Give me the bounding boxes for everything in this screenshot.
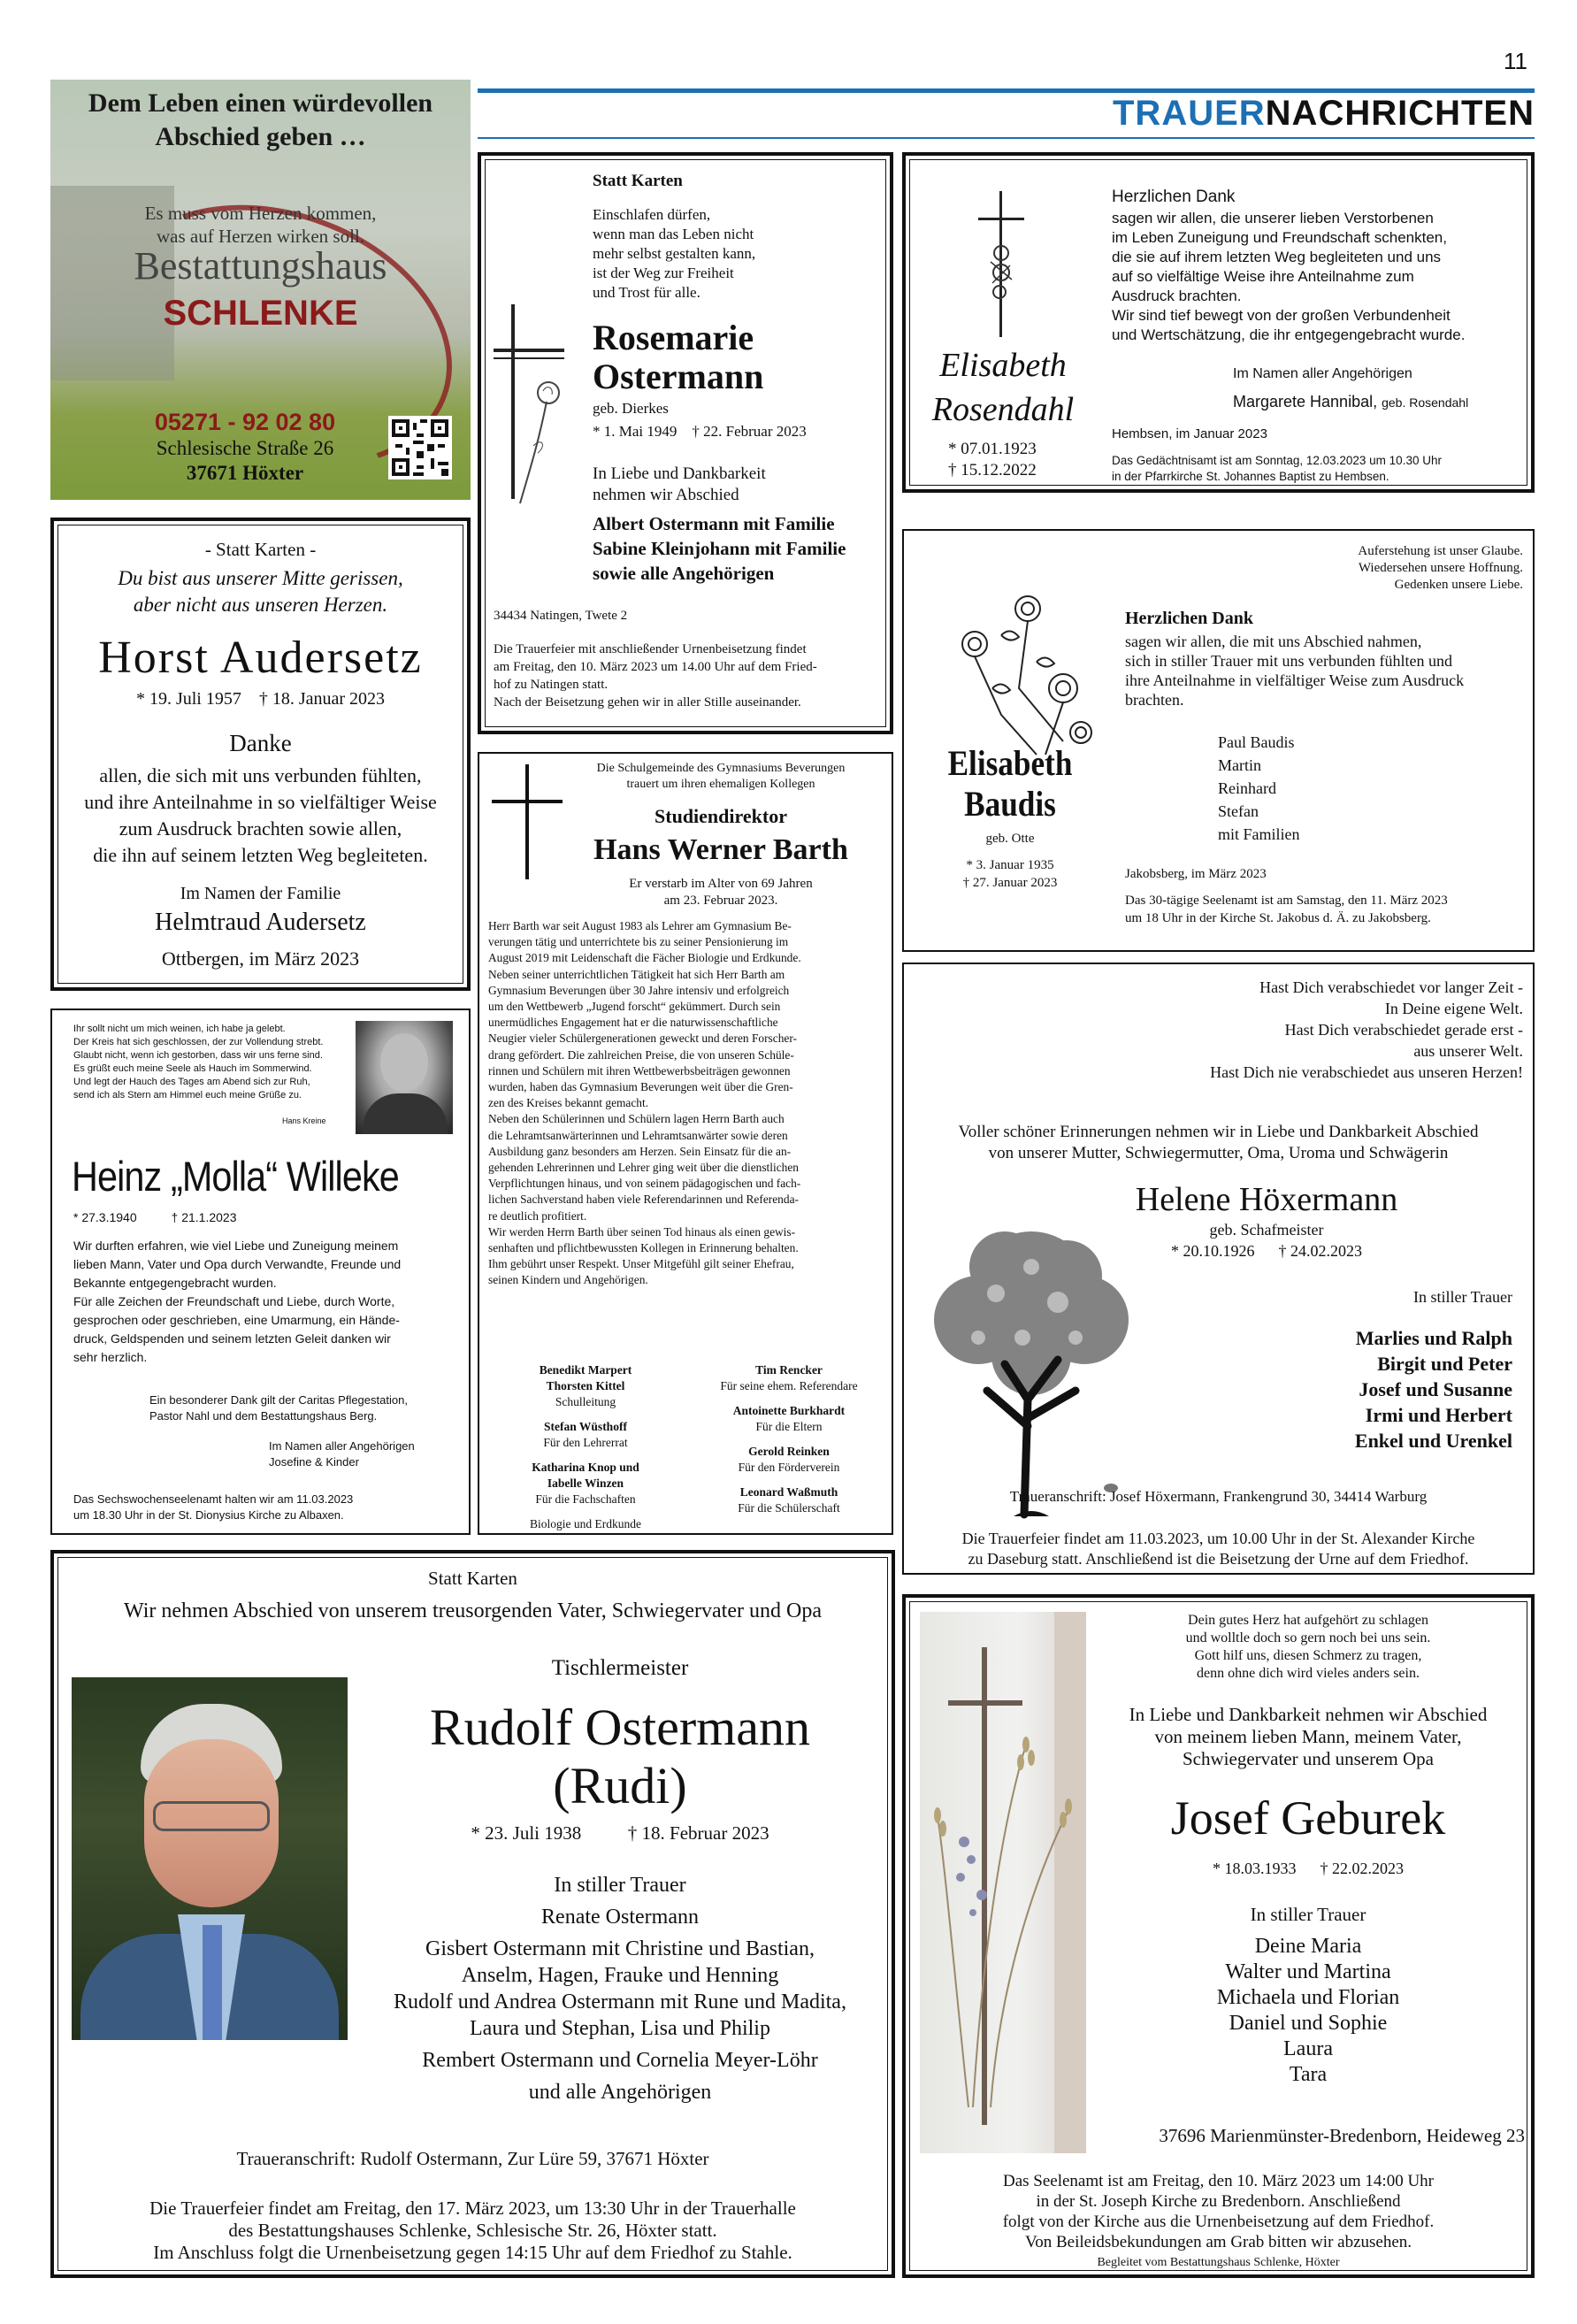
ad-phone[interactable]: 05271 - 92 02 80 <box>154 409 336 435</box>
barth-signer-name: Antoinette Burkhardt <box>732 1404 846 1417</box>
baudis-nee: geb. Otte <box>985 832 1035 846</box>
heinz-text-line: sehr herzlich. <box>73 1350 148 1364</box>
helene-poem-line: Hast Dich verabschiedet gerade erst - <box>1284 1021 1523 1039</box>
josef-family-line: Tara <box>1289 2063 1328 2086</box>
josef-family-line: Daniel und Sophie <box>1229 2012 1388 2035</box>
ad-headline-line1: Dem Leben einen würdevollen <box>88 88 433 118</box>
horst-quote <box>54 565 467 618</box>
barth-body-line: Neugier vieler Schülergenerationen geweckt und deren Forscher- <box>488 1032 797 1046</box>
heinz-family-label: Im Namen aller Angehörigen <box>269 1439 415 1453</box>
qr-code-graphic <box>392 419 448 476</box>
baudis-first-name: Elisabeth <box>947 743 1073 783</box>
rosemarie-family-line: Sabine Kleinjohann mit Familie <box>593 538 846 559</box>
helene-intro-line: Voller schöner Erinnerungen nehmen wir in Liebe und Dankbarkeit Abschied <box>958 1123 1479 1141</box>
heinz-text-line: Wir durften erfahren, wie viel Liebe und Zuneigung meinem <box>73 1239 399 1253</box>
rudolf-nickname: (Rudi) <box>553 1757 687 1814</box>
rosemarie-farewell <box>593 464 766 506</box>
rudolf-notice-line: Die Trauerfeier findet am Freitag, den 17. März 2023, um 13:30 Uhr in der Trauerhalle <box>149 2197 796 2219</box>
rudolf-family-line: Rembert Ostermann und Cornelia Meyer-Löhr <box>422 2049 818 2072</box>
heinz-poem <box>73 1023 365 1102</box>
barth-body-line: August 2019 mit Leidenschaft die Fächer Biologie und Erdkunde. <box>488 951 801 965</box>
heinz-notice-line: um 18.30 Uhr in der St. Dionysius Kirche zu Albaxen. <box>73 1508 344 1522</box>
rudolf-family-line: Gisbert Ostermann mit Christine und Bastian, <box>425 1937 815 1960</box>
helene-name: Helene Höxermann <box>1135 1181 1398 1218</box>
rosendahl-name <box>915 343 1091 432</box>
rosemarie-poem-line: und Trost für alle. <box>593 284 700 301</box>
heinz-signers: Josefine & Kinder <box>269 1455 359 1469</box>
page-number: 11 <box>1504 48 1527 74</box>
barth-signer-role: Für die Eltern <box>755 1420 823 1433</box>
baudis-heading: Herzlichen Dank <box>1125 609 1253 628</box>
josef-poem <box>1091 1612 1525 1683</box>
helene-poem-line: Hast Dich verabschiedet vor langer Zeit - <box>1259 978 1523 996</box>
josef-intro <box>1091 1704 1525 1770</box>
barth-body-line: gehenden Lehrerinnen und Lehrer ging weit über die dienstlichen <box>488 1161 800 1175</box>
rudolf-family-line: Renate Ostermann <box>541 1906 699 1929</box>
heinz-portrait <box>356 1021 453 1134</box>
helene-notice-line: zu Daseburg statt. Anschließend ist die Beisetzung der Urne auf dem Friedhof. <box>968 1550 1469 1568</box>
baudis-died: † 27. Januar 2023 <box>962 876 1058 890</box>
barth-body-line: Verpflichtungen hinaus, und von seinem pädagogischen und fach- <box>488 1177 801 1191</box>
barth-body-line: verungen tätig und unterrichtete bis zu seiner Pensionierung im <box>488 935 789 949</box>
baudis-family-line: Martin <box>1218 756 1261 774</box>
rosendahl-dates <box>948 439 1037 481</box>
baudis-text-line: brachten. <box>1125 691 1184 709</box>
heinz-text-line: druck, Geldspenden und seinem letzten Geleit danken wir <box>73 1331 391 1346</box>
baudis-dates <box>913 856 1107 892</box>
heinz-text-line: Bekannte entgegengebracht wurden. <box>73 1276 277 1290</box>
barth-body-line: Wir werden Herrn Barth über seinen Tod hinaus als einen gewis- <box>488 1224 796 1239</box>
rosemarie-notice-line: am Freitag, den 10. März 2023 um 14.00 Uhr auf dem Fried- <box>494 660 817 674</box>
ad-street: Schlesische Straße 26 <box>156 437 334 459</box>
barth-signer-name: Benedikt Marpert <box>539 1363 632 1377</box>
helene-nee: geb. Schafmeister <box>1209 1221 1324 1239</box>
barth-body-line: wurden, haben das Gymnasium Beverungen weit über die Gren- <box>488 1080 793 1094</box>
helene-notice-line: Die Trauerfeier findet am 11.03.2023, um 10.00 Uhr in der St. Alexander Kirche <box>961 1530 1475 1547</box>
rosemarie-family-line: Albert Ostermann mit Familie <box>593 513 835 534</box>
page-title-rest: NACHRICHTEN <box>1265 94 1535 133</box>
horst-signer: Helmtraud Audersetz <box>155 909 366 936</box>
josef-family-line: Michaela und Florian <box>1216 1986 1400 2009</box>
baudis-motto <box>1205 543 1523 594</box>
helene-family-line: Birgit und Peter <box>1377 1353 1512 1375</box>
portrait-head-shape <box>380 1033 428 1092</box>
josef-notice-line: Das Seelenamt ist am Freitag, den 10. März 2023 um 14:00 Uhr <box>1002 2172 1435 2190</box>
rosendahl-signer-name: Margarete Hannibal, <box>1233 393 1378 410</box>
heinz-born: * 27.3.1940 <box>73 1210 137 1224</box>
helene-intro-line: von unserer Mutter, Schwiegermutter, Oma, Uroma und Schwägerin <box>988 1144 1449 1162</box>
barth-body-line: seinen Kindern und Angehörigen. <box>488 1273 648 1287</box>
rosemarie-family-line: sowie alle Angehörigen <box>593 563 775 584</box>
barth-body-line: Ausbildung ganz besonders am Herzen. Sein Einsatz für die an- <box>488 1144 792 1158</box>
josef-notice-line: in der St. Joseph Kirche zu Bredenborn. Anschließend <box>1036 2192 1401 2211</box>
baudis-notice <box>1125 892 1448 927</box>
heinz-poem-line: Ihr sollt nicht um mich weinen, ich habe ja gelebt. <box>73 1024 286 1034</box>
barth-body-line: Gymnasium Beverungen über 30 Jahre intensiv und erfolgreich <box>488 983 790 997</box>
barth-signer-role: Für seine ehem. Referendare <box>720 1379 858 1392</box>
rosemarie-notice-line: hof zu Natingen statt. <box>494 678 609 692</box>
rudolf-full-name: Rudolf Ostermann <box>429 1699 811 1756</box>
barth-body-line: Ihm gebührt unser Respekt. Unser Mitgefühl gilt seiner Ehefrau, <box>488 1257 794 1271</box>
barth-signer-name: Tim Rencker <box>755 1363 823 1377</box>
helene-poem-line: Hast Dich nie verabschiedet aus unseren Herzen! <box>1210 1063 1523 1081</box>
baudis-last-name: Baudis <box>964 784 1056 824</box>
rudolf-family-line: und alle Angehörigen <box>528 2081 712 2104</box>
rosendahl-first-name: Elisabeth <box>939 347 1067 384</box>
barth-signer-name: Gerold Reinken <box>748 1445 830 1458</box>
helene-family-line: Marlies und Ralph <box>1355 1327 1512 1349</box>
heinz-signature <box>269 1438 415 1470</box>
rosendahl-last-name: Rosendahl <box>931 391 1075 428</box>
baudis-text-line: ihre Anteilnahme in vielfältiger Weise zum Ausdruck <box>1125 671 1465 689</box>
rosemarie-notice <box>494 640 817 711</box>
rosendahl-signer-nee: geb. Rosendahl <box>1382 395 1469 410</box>
rosendahl-heading: Herzlichen Dank <box>1112 188 1236 206</box>
baudis-notice-line: um 18 Uhr in der Kirche St. Jakobus d. Ä. zu Jakobsberg. <box>1125 911 1431 925</box>
baudis-family <box>1218 731 1300 846</box>
barth-died <box>550 876 892 909</box>
baudis-name <box>924 743 1096 825</box>
heinz-poem-line: send ich als Stern am Himmel euch meine Grüße zu. <box>73 1090 302 1101</box>
barth-body-line: Neben den Schülerinnen und Schülern lagen Herrn Barth auch <box>488 1112 785 1126</box>
barth-signer-name: Thorsten Kittel <box>546 1379 625 1392</box>
obituary-elisabeth-rosendahl <box>902 152 1535 493</box>
horst-died: † 18. Januar 2023 <box>258 689 386 709</box>
rudolf-intro: Wir nehmen Abschied von unserem treusorgenden Vater, Schwiegervater und Opa <box>124 1599 822 1622</box>
barth-body-line: drang gefördert. Die zahlreichen Preise, die von unseren Schüle- <box>488 1047 794 1062</box>
helene-family <box>1205 1325 1512 1453</box>
josef-intro-line: Schwiegervater und unserem Opa <box>1183 1748 1434 1769</box>
rudolf-notice-line: Im Anschluss folgt die Urnenbeisetzung gegen 14:15 Uhr auf dem Friedhof zu Stahle. <box>153 2242 792 2263</box>
heinz-special-thanks-line: Ein besonderer Dank gilt der Caritas Pflegestation, <box>149 1393 408 1407</box>
josef-footer: Begleitet vom Bestattungshaus Schlenke, Höxter <box>1097 2256 1340 2269</box>
rudolf-portrait <box>72 1677 348 2040</box>
helene-poem-line: In Deine eigene Welt. <box>1384 1000 1523 1017</box>
header-rule-bottom <box>478 137 1535 139</box>
rosemarie-poem-line: wenn man das Leben nicht <box>593 226 754 242</box>
rudolf-notice-line: des Bestattungshauses Schlenke, Schlesische Str. 26, Höxter statt. <box>228 2220 717 2241</box>
josef-name: Josef Geburek <box>1170 1791 1446 1845</box>
josef-born: * 18.03.1933 <box>1213 1860 1297 1877</box>
qr-code-icon[interactable] <box>388 416 452 479</box>
ad-brand-name: Bestattungshaus <box>134 244 387 288</box>
barth-intro-line: trauert um ihren ehemaligen Kollegen <box>626 778 815 791</box>
baudis-motto-line: Auferstehung ist unser Glaube. <box>1358 544 1523 558</box>
horst-dates <box>54 689 467 709</box>
barth-body-line: Neben seiner unterrichtlichen Tätigkeit hat sich Herr Barth am <box>488 967 785 981</box>
rudolf-born: * 23. Juli 1938 <box>471 1822 582 1844</box>
barth-body-line: re deutlich profitiert. <box>488 1208 587 1223</box>
rosendahl-place: Hembsen, im Januar 2023 <box>1112 426 1267 441</box>
barth-signer-role: Für die Schülerschaft <box>738 1501 840 1515</box>
rosemarie-poem-line: Einschlafen dürfen, <box>593 206 711 223</box>
heinz-special-thanks <box>149 1392 408 1424</box>
portrait-glasses-shape <box>153 1801 270 1831</box>
baudis-family-line: Stefan <box>1218 802 1259 820</box>
obituary-rosemarie-ostermann <box>478 152 893 734</box>
rudolf-died: † 18. Februar 2023 <box>627 1822 769 1844</box>
horst-place: Ottbergen, im März 2023 <box>161 947 360 970</box>
heinz-name: Heinz „Molla“ Willeke <box>72 1153 399 1200</box>
rosemarie-name <box>593 318 763 396</box>
ad-city: 37671 Höxter <box>186 462 304 484</box>
heinz-poem-author: Hans Kreine <box>282 1116 326 1125</box>
rosemarie-family <box>593 511 846 586</box>
obituary-josef-geburek <box>902 1594 1535 2278</box>
josef-family-line: Deine Maria <box>1254 1935 1362 1958</box>
helene-address: Traueranschrift: Josef Höxermann, Frankengrund 30, 34414 Warburg <box>1009 1488 1428 1505</box>
rosendahl-notice <box>1112 453 1442 485</box>
rosemarie-farewell-line: In Liebe und Dankbarkeit <box>593 464 766 483</box>
header-rule-top <box>478 88 1535 93</box>
horst-quote-line: aber nicht aus unseren Herzen. <box>133 594 388 616</box>
barth-body-line: die Lehramtsanwärterinnen und Lehramtsanwärter sowie deren <box>488 1128 788 1142</box>
helene-dates <box>1028 1242 1505 1261</box>
baudis-place: Jakobsberg, im März 2023 <box>1125 867 1267 881</box>
josef-address: 37696 Marienmünster-Bredenborn, Heideweg 23 <box>1159 2125 1525 2146</box>
rosemarie-poem-line: mehr selbst gestalten kann, <box>593 245 756 262</box>
cross-rose-graphic <box>975 191 1028 341</box>
helene-notice <box>904 1529 1533 1569</box>
horst-header: - Statt Karten - <box>204 539 317 560</box>
rosemarie-address: 34434 Natingen, Twete 2 <box>494 609 628 623</box>
obituary-elisabeth-baudis <box>902 529 1535 952</box>
cross-with-rose-icon <box>494 295 582 517</box>
rosemarie-header: Statt Karten <box>593 172 683 190</box>
josef-poem-line: und wolltle doch so gern noch bei uns sein. <box>1185 1630 1431 1645</box>
rosemarie-poem <box>593 205 755 303</box>
heinz-poem-line: Und legt der Hauch des Tages am Abend sich zur Ruh, <box>73 1077 310 1087</box>
rudolf-title: Tischlermeister <box>551 1656 689 1680</box>
page-title-accent: TRAUER <box>1113 94 1266 133</box>
barth-signer-role: Für den Förderverein <box>738 1461 840 1474</box>
rudolf-header: Statt Karten <box>428 1568 517 1589</box>
grain-cross-image <box>920 1612 1086 2153</box>
barth-signer-name: Katharina Knop und <box>532 1461 639 1474</box>
rosendahl-text <box>1112 209 1527 345</box>
helene-grief: In stiller Trauer <box>1413 1288 1512 1306</box>
rosemarie-farewell-line: nehmen wir Abschied <box>593 486 739 504</box>
page-title <box>973 94 1535 134</box>
rudolf-grief: In stiller Trauer <box>554 1874 686 1897</box>
baudis-family-line: Reinhard <box>1218 779 1276 797</box>
rosemarie-died: † 22. Februar 2023 <box>692 423 807 440</box>
barth-signer-name: Iabelle Winzen <box>547 1476 624 1490</box>
josef-notice <box>906 2171 1531 2252</box>
helene-born: * 20.10.1926 <box>1171 1242 1255 1260</box>
rudolf-dates <box>355 1822 885 1845</box>
ad-quote-line2: was auf Herzen wirken soll. <box>157 226 364 247</box>
rosendahl-text-line: Ausdruck brachten. <box>1112 288 1242 304</box>
ad-headline <box>50 87 471 154</box>
rosemarie-notice-line: Die Trauerfeier mit anschließender Urnenbeisetzung findet <box>494 642 807 656</box>
josef-poem-line: Gott hilf uns, diesen Schmerz zu tragen, <box>1194 1648 1422 1663</box>
baudis-born: * 3. Januar 1935 <box>966 858 1054 872</box>
rosemarie-poem-line: ist der Weg zur Freiheit <box>593 265 734 281</box>
rosemarie-first-name: Rosemarie <box>593 318 754 357</box>
funeral-home-ad <box>50 80 471 500</box>
rosemarie-last-name: Ostermann <box>593 357 764 396</box>
josef-died: † 22.02.2023 <box>1320 1860 1404 1877</box>
baudis-text-line: sagen wir allen, die mit uns Abschied nahmen, <box>1125 633 1422 650</box>
rudolf-notice <box>54 2197 892 2264</box>
rosemarie-notice-line: Nach der Beisetzung gehen wir in aller Stille auseinander. <box>494 695 801 709</box>
rosendahl-born: * 07.01.1923 <box>948 440 1037 458</box>
rosendahl-text-line: im Leben Zuneigung und Freundschaft schenkten, <box>1112 229 1447 246</box>
josef-family <box>1091 1934 1525 2088</box>
rosendahl-notice-line: Das Gedächtnisamt ist am Sonntag, 12.03.2023 um 10.30 Uhr <box>1112 454 1442 467</box>
josef-family-line: Walter und Martina <box>1225 1960 1391 1983</box>
rosendahl-family-label: Im Namen aller Angehörigen <box>1233 366 1412 381</box>
josef-poem-line: denn ohne dich wird vieles anders sein. <box>1197 1666 1420 1681</box>
rudolf-family-line: Rudolf und Andrea Ostermann mit Rune und Madita, <box>394 1990 846 2013</box>
barth-signer-role: Für die Fachschaften <box>535 1492 636 1506</box>
josef-poem-line: Dein gutes Herz hat aufgehört zu schlagen <box>1188 1613 1428 1628</box>
obituary-rudolf-ostermann <box>50 1550 895 2278</box>
helene-intro <box>904 1122 1533 1164</box>
portrait-body-shape <box>363 1093 448 1134</box>
heinz-notice-line: Das Sechswochenseelenamt halten wir am 11.03.2023 <box>73 1492 354 1506</box>
rosendahl-text-line: sagen wir allen, die unserer lieben Verstorbenen <box>1112 210 1434 226</box>
heinz-text-line: Für alle Zeichen der Freundschaft und Liebe, durch Worte, <box>73 1294 395 1308</box>
helene-family-line: Irmi und Herbert <box>1365 1404 1512 1426</box>
baudis-notice-line: Das 30-tägige Seelenamt ist am Samstag, den 11. März 2023 <box>1125 894 1448 908</box>
baudis-text-line: sich in stiller Trauer mit uns verbunden fühlten und <box>1125 652 1452 670</box>
baudis-family-line: mit Familien <box>1218 825 1300 843</box>
barth-body-line: rinnen und Schülern mit ihren Wettbewerbsbeiträgen gewonnen <box>488 1063 791 1078</box>
barth-body-line: um den Wettbewerb „Jugend forscht“ gekümmert. Durch sein <box>488 1000 781 1014</box>
cross-rose-graphic <box>494 295 582 517</box>
horst-thanks-line: und ihre Anteilnahme in so vielfältiger Weise <box>84 791 437 813</box>
heinz-died: † 21.1.2023 <box>171 1210 237 1224</box>
obituary-hans-werner-barth <box>478 752 893 1535</box>
ad-quote-line1: Es muss vom Herzen kommen, <box>144 203 377 224</box>
rudolf-address: Traueranschrift: Rudolf Ostermann, Zur Lüre 59, 37671 Höxter <box>236 2148 709 2169</box>
barth-died-line: Er verstarb im Alter von 69 Jahren <box>629 877 813 891</box>
horst-name: Horst Audersetz <box>98 633 423 683</box>
baudis-text <box>1125 632 1514 709</box>
barth-body-line: unermüdliches Engagement hat er die naturwissenschaftliche <box>488 1016 778 1030</box>
portrait-tie-shape <box>203 1925 222 2040</box>
barth-signers-left <box>488 1362 683 1541</box>
obituary-heinz-willeke <box>50 1009 471 1535</box>
rudolf-family-line: Laura und Stephan, Lisa und Philip <box>470 2017 770 2040</box>
josef-notice-line: folgt von der Kirche aus die Urnenbeisetzung auf dem Friedhof. <box>1002 2213 1435 2231</box>
rosendahl-text-line: und Wertschätzung, die ihr entgegengebracht wurde. <box>1112 326 1466 343</box>
horst-thanks-title: Danke <box>229 730 292 756</box>
rosendahl-signer <box>1233 393 1468 411</box>
rosendahl-notice-line: in der Pfarrkirche St. Johannes Baptist zu Hembsen. <box>1112 470 1389 483</box>
josef-intro-line: von meinem lieben Mann, meinem Vater, <box>1154 1726 1462 1747</box>
barth-signer-role: Biologie und Erdkunde <box>530 1517 641 1530</box>
heinz-poem-line: Der Kreis hat sich geschlossen, der zur Vollendung strebt. <box>73 1037 324 1047</box>
rudolf-name <box>355 1699 885 1815</box>
barth-intro <box>550 761 892 793</box>
barth-signer-role: Schulleitung <box>555 1395 616 1408</box>
baudis-family-line: Paul Baudis <box>1218 733 1295 751</box>
ad-headline-line2: Abschied geben … <box>155 122 366 151</box>
roses-icon <box>948 582 1099 759</box>
rosendahl-text-line: Wir sind tief bewegt von der großen Verbundenheit <box>1112 307 1451 324</box>
ad-brand-logo: SCHLENKE <box>163 294 358 333</box>
barth-signer-name: Leonard Waßmuth <box>739 1485 838 1499</box>
barth-body-line: lichen Sachverstand haben viele Referendarinnen und Referenda- <box>488 1193 799 1207</box>
barth-body-line: Herr Barth war seit August 1983 als Lehrer am Gymnasium Be- <box>488 919 792 932</box>
heinz-notice <box>73 1492 353 1523</box>
cross-with-rose-icon <box>975 191 1028 341</box>
heinz-poem-line: Glaubt nicht, wenn ich gestorben, dass wir uns ferne sind. <box>73 1050 323 1061</box>
barth-signer-name: Stefan Wüsthoff <box>544 1420 627 1433</box>
obituary-horst-audersetz <box>50 518 471 991</box>
horst-born: * 19. Juli 1957 <box>135 689 241 709</box>
heinz-poem-line: Es grüßt euch meine Seele als Hauch im Sommerwind. <box>73 1063 312 1074</box>
horst-thanks-text <box>54 763 467 869</box>
roses-graphic <box>948 582 1099 759</box>
barth-body <box>488 918 886 1289</box>
heinz-text-line: lieben Mann, Vater und Opa durch Verwandte, Freunde und <box>73 1257 402 1271</box>
obituary-helene-hoexermann <box>902 963 1535 1575</box>
helene-family-line: Enkel und Urenkel <box>1354 1430 1512 1452</box>
rosemarie-dates <box>593 423 807 441</box>
rosemarie-nee: geb. Dierkes <box>593 400 669 417</box>
barth-signers-right <box>692 1362 886 1525</box>
horst-family-label: Im Namen der Familie <box>180 884 341 903</box>
horst-thanks-line: allen, die sich mit uns verbunden fühlten, <box>99 764 422 786</box>
horst-thanks-line: die ihn auf seinem letzten Weg begleiteten. <box>93 844 428 866</box>
helene-poem-line: aus unserer Welt. <box>1413 1042 1523 1060</box>
barth-body-line: zen des Kreises bekannt gemacht. <box>488 1096 649 1110</box>
barth-intro-line: Die Schulgemeinde des Gymnasiums Beverungen <box>596 762 846 775</box>
ad-quote <box>50 202 471 248</box>
barth-name: Hans Werner Barth <box>593 833 848 866</box>
baudis-motto-line: Gedenken unsere Liebe. <box>1394 578 1523 592</box>
barth-died-line: am 23. Februar 2023. <box>663 894 778 908</box>
heinz-dates <box>73 1210 237 1224</box>
josef-intro-line: In Liebe und Dankbarkeit nehmen wir Abschied <box>1129 1704 1488 1725</box>
rosendahl-text-line: auf so vielfältige Weise ihre Anteilnahme zum <box>1112 268 1414 285</box>
helene-family-line: Josef und Susanne <box>1359 1378 1512 1400</box>
rudolf-family <box>355 1904 885 2105</box>
rosendahl-died: † 15.12.2022 <box>948 461 1037 479</box>
josef-grief: In stiller Trauer <box>1250 1904 1366 1925</box>
rudolf-family-line: Anselm, Hagen, Frauke und Henning <box>461 1964 779 1987</box>
cross-wheat-icon <box>920 1612 1086 2153</box>
heinz-special-thanks-line: Pastor Nahl und dem Bestattungshaus Berg. <box>149 1409 378 1423</box>
helene-poem <box>1169 977 1523 1083</box>
josef-family-line: Laura <box>1283 2037 1333 2060</box>
baudis-motto-line: Wiedersehen unsere Hoffnung. <box>1358 561 1523 575</box>
barth-title: Studiendirektor <box>655 805 787 827</box>
horst-quote-line: Du bist aus unserer Mitte gerissen, <box>118 567 403 589</box>
heinz-text <box>73 1237 445 1367</box>
horst-thanks-line: zum Ausdruck brachten sowie allen, <box>119 817 402 840</box>
heinz-text-line: gesprochen oder geschrieben, eine Umarmung, ein Hände- <box>73 1313 400 1327</box>
josef-notice-line: Von Beileidsbekundungen am Grab bitten wir abzusehen. <box>1024 2233 1412 2251</box>
rosendahl-text-line: die sie auf ihrem letzten Weg begleiteten und uns <box>1112 249 1442 265</box>
helene-died: † 24.02.2023 <box>1278 1242 1362 1260</box>
josef-dates <box>1091 1860 1525 1878</box>
barth-signer-role: Für den Lehrerrat <box>543 1436 628 1449</box>
rosemarie-born: * 1. Mai 1949 <box>593 423 677 440</box>
barth-body-line: senhaften und pflichtbewussten Kollegen in Erinnerung behalten. <box>488 1241 799 1255</box>
